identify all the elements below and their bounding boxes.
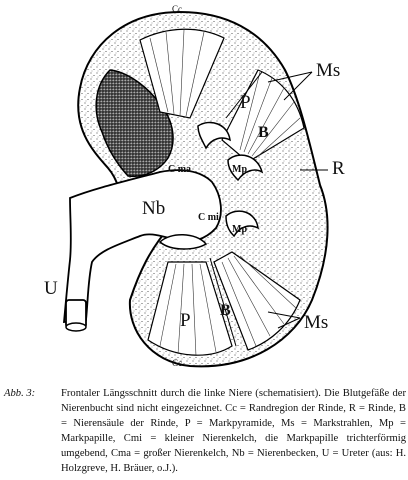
label-b-top: B [258, 124, 269, 141]
label-b-bottom: B [220, 302, 231, 319]
label-mp-top: Mp [232, 164, 247, 175]
label-p-bottom: P [180, 310, 191, 331]
caption-label: Abb. 3: [4, 388, 36, 399]
label-nb: Nb [142, 198, 166, 219]
label-cc-bottom: Cc [172, 358, 182, 368]
label-cc-top: Cc [172, 4, 182, 14]
label-ms-bottom: Ms [304, 312, 329, 333]
label-cma: C ma [168, 164, 192, 175]
label-r: R [332, 158, 345, 179]
label-p-top: P [240, 92, 251, 113]
label-ms-top: Ms [316, 60, 341, 81]
caption-text: Frontaler Längsschnitt durch die linke Niere (schematisiert). Die Blutgefäße der Nierenbucht sind nicht eingezeichnet. Cc = Randregion der Rinde, R = Rinde, B = Nierensäule der Rinde, P = Markpyramide, Ms = Markstrahlen, Mp = Markpapille, Cmi = kleiner Nierenkelch, die Markpapille trichterförmig umgebend, Cma = großer Nierenkelch, Nb = Nierenbecken, U = Ureter (aus: H. Holzgreve, H. Bräuer, o.J.). [61, 388, 406, 474]
label-u: U [44, 278, 58, 299]
label-mp-bottom: Mp [232, 224, 247, 235]
label-cmi: C mi [198, 212, 219, 223]
